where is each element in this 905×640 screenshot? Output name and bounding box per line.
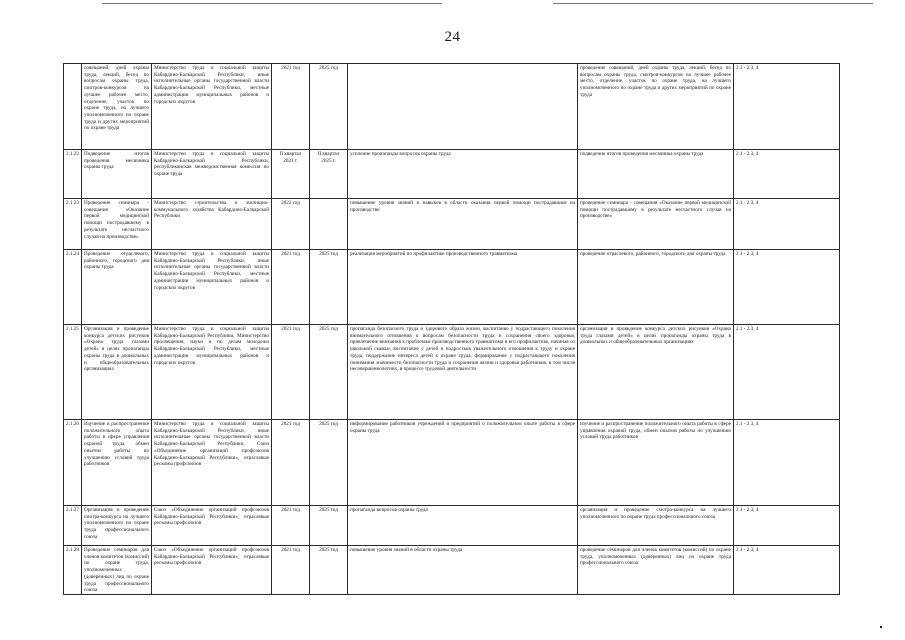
action-cell: Проведение семинара - совещания «Оказание первой медицинской помощи пострадавшему в результате несчастного случая на производстве» bbox=[82, 199, 152, 250]
table-row bbox=[64, 250, 840, 325]
executor-cell: Министерство труда и социальной защиты Кабардино-Балкарской Республики, Министерство просвещения, науки и по делам молодежи Кабардино-Балкарской Республики, местные администрации муниципальных районов и городских округов bbox=[152, 325, 272, 420]
link-cell: 2.1 - 2.3, 4 bbox=[734, 325, 840, 420]
action-cell: совещаний, дней охраны труда, лекций, бесед по вопросам охраны труда, смотров-конкурсов на лучшее рабочее место, отделение, участок по охране труда, на лучшего уполномоченного по охране труда и других мероприятий по охране труда bbox=[82, 64, 152, 150]
row-number: 2.1.23 bbox=[64, 199, 82, 250]
row-number: 2.1.26 bbox=[64, 420, 82, 506]
action-cell: Подведение итогов проведения месячника охраны труда bbox=[82, 150, 152, 199]
link-cell: 2.1 - 2.3, 4 bbox=[734, 250, 840, 325]
start-date-cell: II квартал 2021 г. bbox=[272, 150, 310, 199]
link-cell: 2.1 - 2.3, 4 bbox=[734, 150, 840, 199]
executor-cell: Министерство труда и социальной защиты Кабардино-Балкарской Республики, иные исполнительные органы государственной власти Кабардино-Балкарской Республики, местные администрации муниципальных районов и городских округов bbox=[152, 250, 272, 325]
indicator-cell: проведение отраслевого, районного, городского дня охраны труда bbox=[578, 250, 734, 325]
executor-cell: Министерство труда и социальной защиты Кабардино-Балкарской Республики, республиканская межведомственная комиссия по охране труда bbox=[152, 150, 272, 199]
result-cell bbox=[348, 64, 578, 150]
end-date-cell: 2025 год bbox=[310, 546, 348, 595]
action-cell: Изучение и распространение положительного опыта работы в сфере управления охраной труда, обмен опытом работы по улучшению условий труда работников bbox=[82, 420, 152, 506]
action-cell: Проведение семинаров для членов комитетов (комиссий) по охране труда, уполномоченных (доверенных) лиц по охране труда профессионального союза bbox=[82, 546, 152, 595]
indicator-cell: организация и проведение смотра-конкурса на лучшего уполномоченного по охране труда профессионального союза bbox=[578, 506, 734, 546]
end-date-cell: 2025 год bbox=[310, 250, 348, 325]
row-number: 2.1.22 bbox=[64, 150, 82, 199]
table-row bbox=[64, 546, 840, 595]
table-row bbox=[64, 64, 840, 150]
action-cell: Организация и проведение смотра-конкурса на лучшего уполномоченного по охране труда профессионального союза bbox=[82, 506, 152, 546]
result-cell: пропаганда вопросов охраны труда bbox=[348, 506, 578, 546]
result-cell: повышение уровня знаний в области охраны труда bbox=[348, 546, 578, 595]
end-date-cell: 2025 год bbox=[310, 325, 348, 420]
activities-table bbox=[63, 63, 840, 595]
row-number: 2.1.25 bbox=[64, 325, 82, 420]
table-row bbox=[64, 325, 840, 420]
link-cell: 2.1 - 2.3, 4 bbox=[734, 506, 840, 546]
result-cell: усиление пропаганды вопросов охраны труда bbox=[348, 150, 578, 199]
scan-speck bbox=[880, 626, 882, 628]
start-date-cell: 2021 год bbox=[272, 546, 310, 595]
start-date-cell: 2021 год bbox=[272, 420, 310, 506]
link-cell: 2.1 - 2.3, 4 bbox=[734, 64, 840, 150]
action-cell: Организация и проведение конкурса детских рисунков «Охрана труда глазами детей» в целях пропаганды охраны труда в дошкольных и общеобразовательных организациях bbox=[82, 325, 152, 420]
start-date-cell: 2021 год bbox=[272, 64, 310, 150]
table-row bbox=[64, 199, 840, 250]
end-date-cell bbox=[310, 199, 348, 250]
indicator-cell: проведение семинаров для членов комитетов (комиссий) по охране труда, уполномоченных (доверенных) лиц по охране труда профессионального союза bbox=[578, 546, 734, 595]
end-date-cell: 2025 год bbox=[310, 420, 348, 506]
end-date-cell: 2025 год bbox=[310, 506, 348, 546]
indicator-cell: изучение и распространение положительного опыта работы в сфере управления охраной труда, обмен опытом работы по улучшению условий труда работников bbox=[578, 420, 734, 506]
end-date-cell: II квартал 2025 г. bbox=[310, 150, 348, 199]
result-cell: информирование работников учреждений и предприятий о положительном опыте работы в сфере охраны труда bbox=[348, 420, 578, 506]
executor-cell: Министерство строительства и жилищно-коммунального хозяйства Кабардино-Балкарской Республики bbox=[152, 199, 272, 250]
table-row bbox=[64, 420, 840, 506]
indicator-cell: проведение семинара - совещания «Оказание первой медицинской помощи пострадавшему в результате несчастного случая на производстве» bbox=[578, 199, 734, 250]
indicator-cell: подведение итогов проведения месячника охраны труда bbox=[578, 150, 734, 199]
start-date-cell: 2022 год bbox=[272, 199, 310, 250]
start-date-cell: 2021 год bbox=[272, 325, 310, 420]
page-number: 24 bbox=[444, 29, 461, 45]
header-rule-left bbox=[102, 3, 442, 4]
row-number: 2.1.24 bbox=[64, 250, 82, 325]
executor-cell: Союз «Объединение организаций профсоюзов Кабардино-Балкарской Республики», отраслевые рескомы профсоюзов bbox=[152, 546, 272, 595]
result-cell: реализация мероприятий по профилактике производственного травматизма bbox=[348, 250, 578, 325]
executor-cell: Союз «Объединение организаций профсоюзов Кабардино-Балкарской Республики», отраслевые рескомы профсоюзов bbox=[152, 506, 272, 546]
result-cell: повышение уровня знаний и навыков в области оказания первой помощи пострадавшим на производстве bbox=[348, 199, 578, 250]
row-number: 2.1.28 bbox=[64, 546, 82, 595]
link-cell: 2.1 - 2.3, 4 bbox=[734, 546, 840, 595]
start-date-cell: 2021 год bbox=[272, 506, 310, 546]
action-cell: Проведение отраслевого, районного, городского дня охраны труда bbox=[82, 250, 152, 325]
link-cell: 2.1 - 2.3, 4 bbox=[734, 420, 840, 506]
end-date-cell: 2025 год bbox=[310, 64, 348, 150]
indicator-cell: организация и проведение конкурса детских рисунков «Охрана труда глазами детей» в целях пропаганды охраны труда в дошкольных и общеобразовательных организациях bbox=[578, 325, 734, 420]
indicator-cell: проведение совещаний, дней охраны труда, лекций, бесед по вопросам охраны труда, смотров-конкурсов на лучшее рабочее место, отделение, участок по охране труда, на лучшего уполномоченного по охране труда и других мероприятий по охране труда bbox=[578, 64, 734, 150]
link-cell: 2.1 - 2.3, 4 bbox=[734, 199, 840, 250]
start-date-cell: 2021 год bbox=[272, 250, 310, 325]
table-row bbox=[64, 150, 840, 199]
header-rule-right bbox=[553, 3, 873, 4]
row-number bbox=[64, 64, 82, 150]
result-cell: пропаганда безопасного труда и здорового образа жизни, воспитание у подрастающего поколения внимательного отношения к вопросам безопасности труда и сохранения своего здоровья, привлечение внимания к проблемам производственного травматизма и его профилактике, начиная со школьной скамьи, воспитание у детей и подростков уважительного отношения к труду и охране труда, поддержание интереса детей к охране труда, формирование у подрастающего поколения понимания значимости безопасности труда и сохранения жизни и здоровья работников, в том числе несовершеннолетних, в процессе трудовой деятельности bbox=[348, 325, 578, 420]
executor-cell: Министерство труда и социальной защиты Кабардино-Балкарской Республики, иные исполнительные органы государственной власти Кабардино-Балкарской Республики, Союз «Объединение организаций профсоюзов Кабардино-Балкарской Республики», отраслевые рескомы профсоюзов bbox=[152, 420, 272, 506]
row-number: 2.1.27 bbox=[64, 506, 82, 546]
executor-cell: Министерство труда и социальной защиты Кабардино-Балкарской Республики, иные исполнительные органы государственной власти Кабардино-Балкарской Республики, местные администрации муниципальных районов и городских округов bbox=[152, 64, 272, 150]
table-row bbox=[64, 506, 840, 546]
